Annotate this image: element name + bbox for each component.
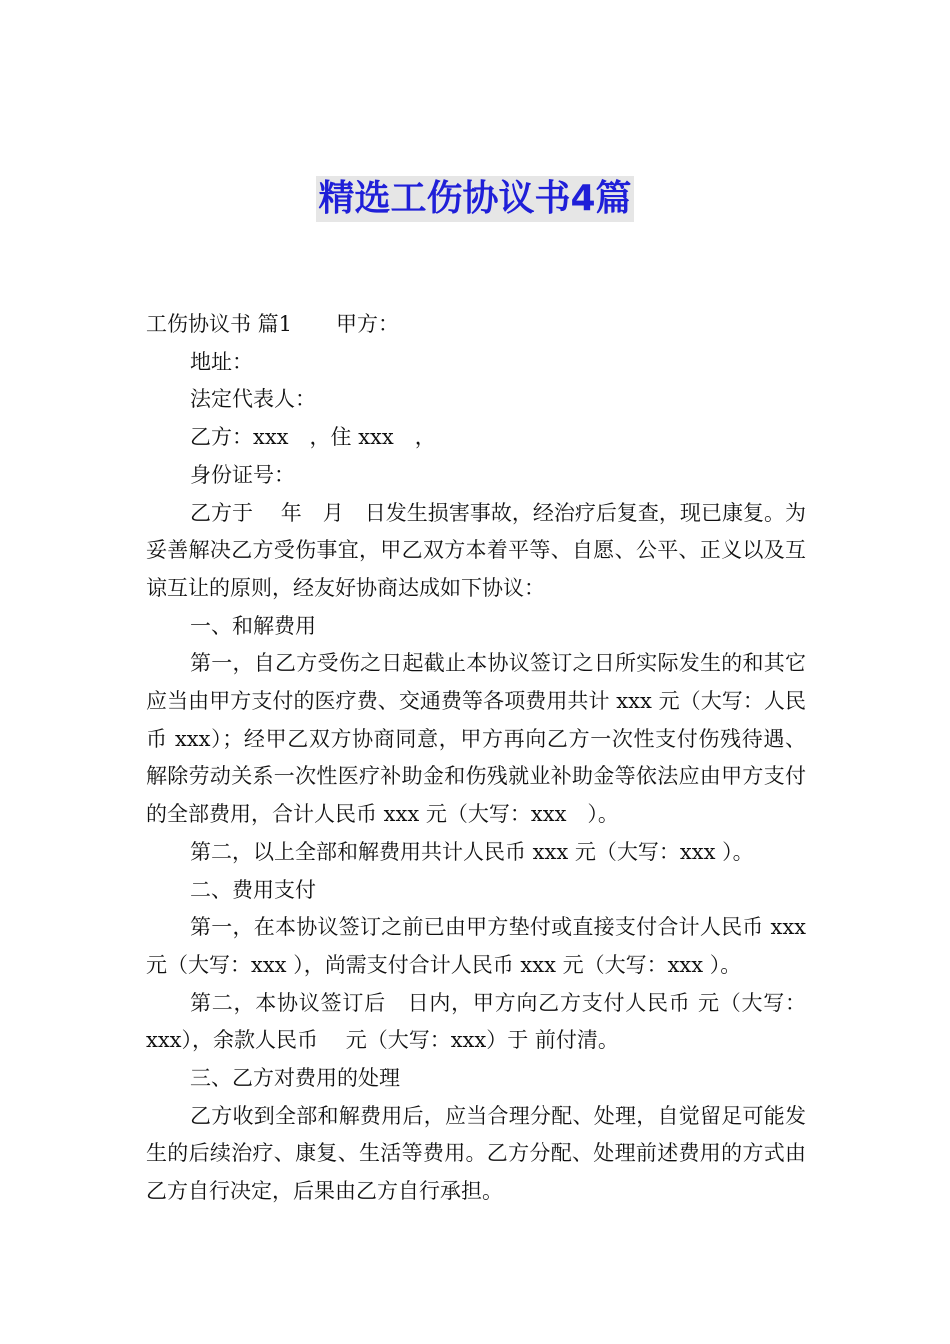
section-3-title: 三、乙方对费用的处理 <box>190 1066 400 1091</box>
agreement-heading-line <box>146 306 806 344</box>
id-number-line: 身份证号： <box>190 462 295 487</box>
document-title-wrap <box>0 176 950 222</box>
section-1-paragraph-2: 第二，以上全部和解费用共计人民币 xxx 元（大写：xxx ）。 <box>190 839 754 864</box>
document-body <box>146 306 806 1211</box>
agreement-heading: 工伤协议书 篇1 <box>146 312 293 336</box>
section-2-paragraph-2: 第二，本协议签订后 日内，甲方向乙方支付人民币 元（大写：xxx），余款人民币 元（大写：xxx）于 前付清。 <box>146 990 806 1053</box>
section-2-title: 二、费用支付 <box>190 877 316 902</box>
intro-paragraph: 乙方于 年 月 日发生损害事故，经治疗后复查，现已康复。为妥善解决乙方受伤事宜，甲乙双方本着平等、自愿、公平、正义以及互谅互让的原则，经友好协商达成如下协议： <box>146 500 806 600</box>
section-1-title: 一、和解费用 <box>190 613 316 638</box>
document-title: 精选工伤协议书4篇 <box>316 176 633 222</box>
party-a-label: 甲方： <box>336 312 400 336</box>
section-1-paragraph-1: 第一，自乙方受伤之日起截止本协议签订之日所实际发生的和其它应当由甲方支付的医疗费、交通费等各项费用共计 xxx 元（大写：人民币 xxx）；经甲乙双方协商同意，甲方再向乙方一次性支付伤残待遇、解除劳动关系一次性医疗补助金和伤残就业补助金等依法应由甲方支付的全部费用，合计人民币 xxx 元（大写：xxx ）。 <box>146 651 806 827</box>
section-3-paragraph-1: 乙方收到全部和解费用后，应当合理分配、处理，自觉留足可能发生的后续治疗、康复、生活等费用。乙方分配、处理前述费用的方式由乙方自行决定，后果由乙方自行承担。 <box>146 1103 806 1204</box>
section-2-paragraph-1: 第一，在本协议签订之前已由甲方垫付或直接支付合计人民币 xxx 元（大写：xxx ），尚需支付合计人民币 xxx 元（大写：xxx ）。 <box>146 915 806 977</box>
party-b-line: 乙方：xxx ，住 xxx ， <box>190 425 436 450</box>
legal-rep-line: 法定代表人： <box>190 387 316 412</box>
address-line: 地址： <box>190 349 253 374</box>
